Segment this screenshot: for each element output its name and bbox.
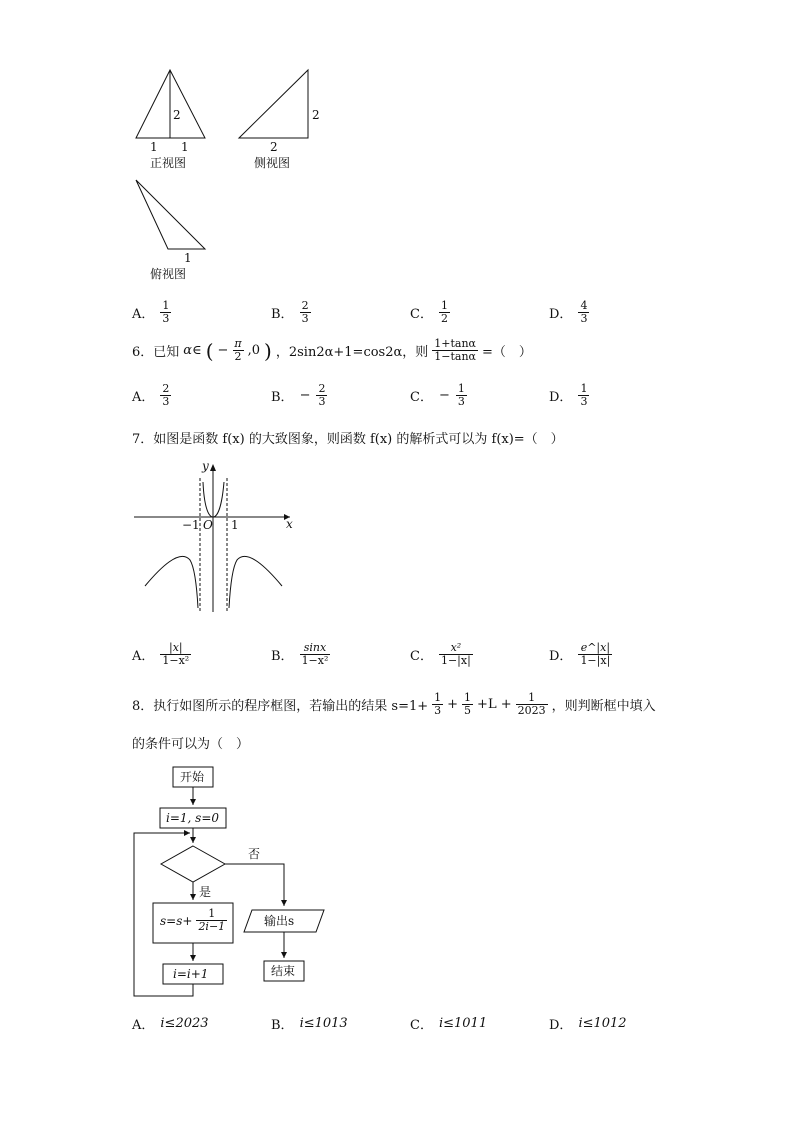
option-letter: B． [271,649,294,665]
q6-stem: 6．已知 α∈ ( − $\frac{\pi}{2}$ ,0 ) ，2sin2α+1=cos2α，则 $\frac{1+\tan\alpha}{1-\tan\alpha}$ =（ ） [132,337,532,364]
q8-option-a [132,1014,209,1033]
fraction: $\frac{1}{3}$ [457,382,465,409]
assign-text: s=s+ $\frac{1}{2i-1}$ [160,907,226,934]
output-text: 输出s [264,914,295,928]
q6-interval-fraction: $\frac{\pi}{2}$ [234,337,242,364]
option-letter: D． [549,307,573,323]
q8-option-b [271,1014,348,1033]
option-letter: C． [410,307,433,323]
fraction: $\frac{1}{2}$ [440,299,448,326]
fraction: $\frac{\text{x²}}{1-|x|}$ [440,641,471,668]
fraction: $\frac{1}{3}$ [580,382,588,409]
fraction: $\frac{2}{3}$ [162,382,170,409]
decision-diamond [161,846,225,882]
increment-text: i=i+1 [173,967,209,981]
front-right-label: 1 [181,140,189,154]
option-text: i≤1012 [578,1016,627,1031]
q8-stem: 8．执行如图所示的程序框图，若输出的结果 s=1+ $\frac{1}{3}$ + $\frac{1}{5}$ +L + $\frac{1}{2023}$ ，则判断框中填入 [132,691,656,718]
option-letter: A． [132,649,155,665]
top-base-label: 1 [184,251,192,265]
option-letter: B． [271,1018,294,1033]
option-letter: D． [549,1018,573,1033]
fraction: $\frac{2}{3}$ [301,299,309,326]
yes-label: 是 [199,885,212,899]
q7-stem: 7．如图是函数 f(x) 的大致图象，则函数 f(x) 的解析式可以为 f(x)=（ ） [132,432,564,447]
end-text: 结束 [271,964,296,978]
front-view-caption: 正视图 [150,156,187,170]
no-label: 否 [248,847,261,861]
option-letter: C． [410,1018,433,1033]
top-view-caption: 俯视图 [150,267,187,281]
option-letter: A． [132,307,155,323]
q8-option-c [410,1014,487,1033]
front-height-label: 2 [173,108,181,122]
fraction: $\frac{1}{3}$ [162,299,170,326]
side-height-label: 2 [312,108,320,122]
option-letter: B． [271,390,294,406]
side-view-caption: 侧视图 [254,156,291,170]
q8-option-d [549,1014,627,1033]
fraction: $\frac{\sin x}{\text{1−x²}}$ [301,641,329,668]
x-axis-label: x [286,517,293,531]
option-letter: A． [132,1018,155,1033]
option-text: i≤2023 [160,1016,209,1031]
fraction: $\frac{4}{3}$ [580,299,588,326]
option-text: i≤1013 [299,1016,348,1031]
q8-stem-line2: 的条件可以为（ ） [132,737,250,752]
option-letter: A． [132,390,155,406]
fraction: $\frac{2}{3}$ [318,382,326,409]
option-text: i≤1011 [438,1016,488,1031]
tick-pos-one: 1 [231,518,239,532]
option-sign: − [438,388,450,404]
option-letter: D． [549,649,573,665]
option-letter: B． [271,307,294,323]
fraction: $\frac{|x|}{\text{1−x²}}$ [162,641,190,668]
fraction: $\frac{e\^{}|x|}{1-|x|}$ [580,641,611,668]
option-sign: − [299,388,311,404]
start-text: 开始 [180,770,205,784]
option-letter: C． [410,390,433,406]
init-text: i=1, s=0 [166,811,220,825]
y-axis-label: y [202,459,209,473]
origin-label: O [203,518,213,532]
tick-neg-one: −1 [182,518,200,532]
front-left-label: 1 [150,140,158,154]
option-letter: C． [410,649,433,665]
option-letter: D． [549,390,573,406]
side-base-label: 2 [270,140,278,154]
q6-tan-fraction: $\frac{1+\tan\alpha}{1-\tan\alpha}$ [434,337,476,364]
